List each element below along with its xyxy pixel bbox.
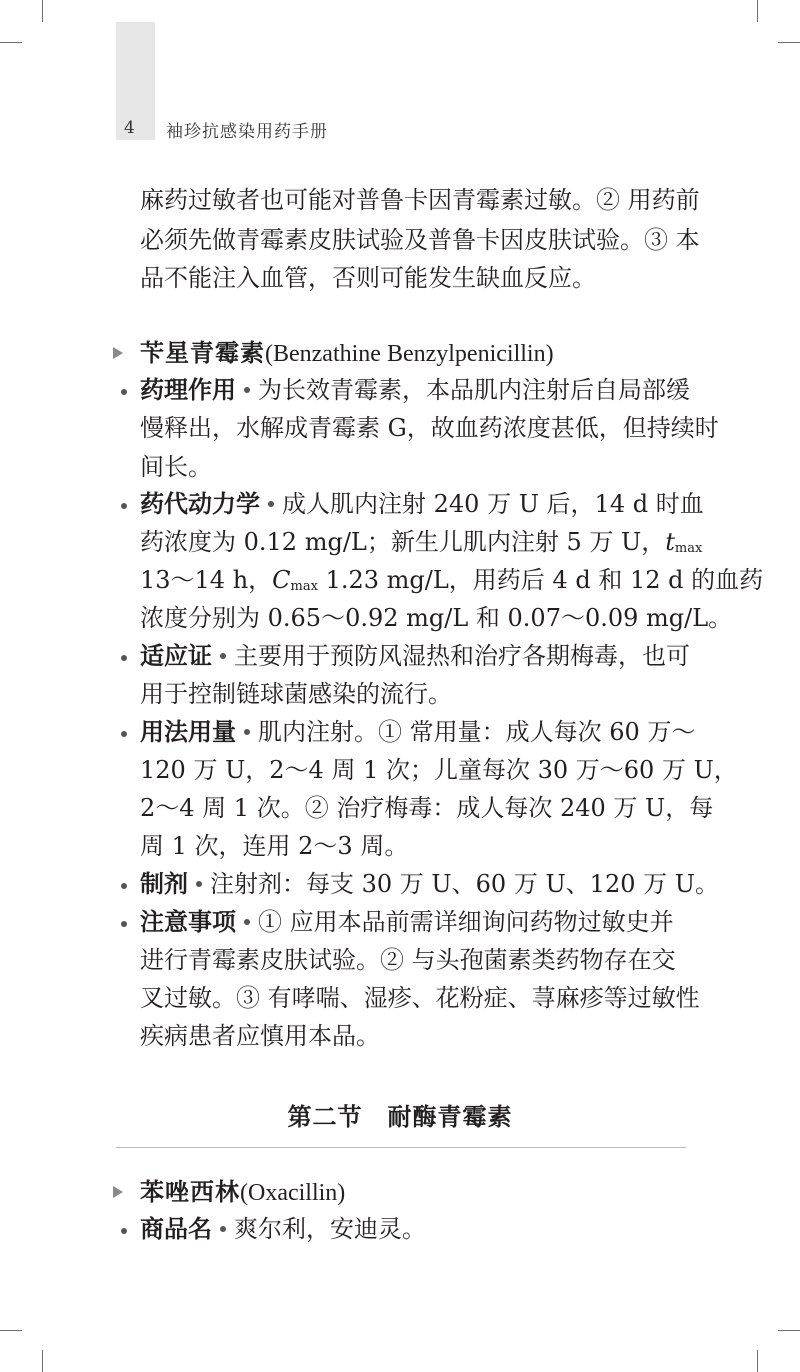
- entry-text: 肌内注射。① 常用量：成人每次 60 万～: [258, 718, 696, 746]
- entry-line: [140, 641, 690, 671]
- separator-dot-icon: [220, 653, 226, 659]
- bullet-icon: [121, 731, 127, 737]
- entry-text: ① 应用本品前需详细询问药物过敏史并: [258, 908, 674, 936]
- separator-dot-icon: [220, 1226, 226, 1232]
- entry-text: 成人肌内注射 240 万 U 后，14 d 时血: [282, 490, 704, 518]
- entry-line: [140, 1214, 426, 1244]
- entry-line: 浓度分别为 0.65～0.92 mg/L 和 0.07～0.09 mg/L。: [140, 604, 733, 632]
- entry-text: 13～14 h，: [140, 566, 273, 594]
- entry-line: 2～4 周 1 次。② 治疗梅毒：成人每次 240 万 U，每: [140, 794, 714, 822]
- symbol-t: t: [665, 528, 675, 556]
- crop-mark: [778, 1330, 800, 1331]
- entry-text: 爽尔利，安迪灵。: [234, 1215, 426, 1243]
- intro-line: 麻药过敏者也可能对普鲁卡因青霉素过敏。② 用药前: [140, 186, 700, 214]
- drug-name-en: (Benzathine Benzylpenicillin): [265, 341, 554, 367]
- running-title: 袖珍抗感染用药手册: [166, 122, 328, 142]
- entry-text: 药浓度为 0.12 mg/L；新生儿肌内注射 5 万 U，: [140, 528, 666, 556]
- crop-mark: [778, 42, 800, 43]
- entry-line: 进行青霉素皮肤试验。② 与头孢菌素类药物存在交: [140, 946, 676, 974]
- entry-label: 商品名: [140, 1214, 212, 1243]
- page-number: 4: [124, 118, 135, 138]
- crop-mark: [42, 0, 43, 22]
- entry-triangle-icon: [113, 1186, 123, 1198]
- intro-line: 品不能注入血管，否则可能发生缺血反应。: [140, 264, 596, 292]
- entry-line: [140, 565, 763, 602]
- bullet-icon: [121, 655, 127, 661]
- crop-mark: [757, 1350, 758, 1372]
- crop-mark: [42, 1350, 43, 1372]
- entry-line: [140, 527, 702, 564]
- intro-line: 必须先做青霉素皮肤试验及普鲁卡因皮肤试验。③ 本: [140, 226, 700, 254]
- entry-label: 药理作用: [140, 375, 236, 404]
- entry-triangle-icon: [113, 347, 123, 359]
- entry-line: 用于控制链球菌感染的流行。: [140, 680, 452, 708]
- crop-mark: [757, 0, 758, 22]
- separator-dot-icon: [244, 919, 250, 925]
- subscript-max: max: [290, 579, 318, 594]
- entry-label: 适应证: [140, 641, 212, 670]
- entry-line: [140, 375, 690, 405]
- entry-line: [140, 489, 704, 519]
- crop-mark: [0, 42, 22, 43]
- entry-text: 注射剂：每支 30 万 U、60 万 U、120 万 U。: [210, 870, 719, 898]
- crop-mark: [0, 1330, 22, 1331]
- separator-dot-icon: [268, 501, 274, 507]
- entry-label: 药代动力学: [140, 489, 260, 518]
- entry-line: [140, 717, 695, 747]
- entry-text: 为长效青霉素，本品肌内注射后自局部缓: [258, 376, 690, 404]
- entry-text: 1.23 mg/L，用药后 4 d 和 12 d 的血药: [317, 566, 764, 594]
- entry-label: 注意事项: [140, 907, 236, 936]
- drug-name-cn: 苯唑西林: [140, 1178, 240, 1206]
- entry-label: 制剂: [140, 869, 188, 898]
- entry-label: 用法用量: [140, 717, 236, 746]
- bullet-icon: [121, 921, 127, 927]
- separator-dot-icon: [244, 729, 250, 735]
- symbol-c: C: [272, 566, 291, 594]
- drug-heading: [140, 1177, 345, 1208]
- section-divider: [116, 1147, 686, 1148]
- section-title: 第二节 耐酶青霉素: [287, 1103, 513, 1131]
- entry-line: 叉过敏。③ 有哮喘、湿疹、花粉症、荨麻疹等过敏性: [140, 984, 700, 1012]
- entry-text: 主要用于预防风湿热和治疗各期梅毒，也可: [234, 642, 690, 670]
- entry-line: [140, 869, 719, 899]
- bullet-icon: [121, 883, 127, 889]
- entry-line: 间长。: [140, 453, 212, 481]
- separator-dot-icon: [196, 881, 202, 887]
- drug-heading: [140, 338, 554, 369]
- entry-line: 周 1 次，连用 2～3 周。: [140, 832, 409, 860]
- entry-line: 疾病患者应慎用本品。: [140, 1022, 380, 1050]
- drug-name-cn: 苄星青霉素: [140, 339, 265, 367]
- entry-line: [140, 907, 674, 937]
- bullet-icon: [121, 389, 127, 395]
- drug-name-en: (Oxacillin): [240, 1180, 346, 1206]
- header-tab: [116, 22, 155, 140]
- entry-line: 慢释出，水解成青霉素 G，故血药浓度甚低，但持续时: [140, 414, 719, 442]
- entry-line: 120 万 U，2～4 周 1 次；儿童每次 30 万～60 万 U，: [140, 756, 738, 784]
- bullet-icon: [121, 1228, 127, 1234]
- separator-dot-icon: [244, 387, 250, 393]
- subscript-max: max: [674, 541, 703, 556]
- bullet-icon: [121, 503, 127, 509]
